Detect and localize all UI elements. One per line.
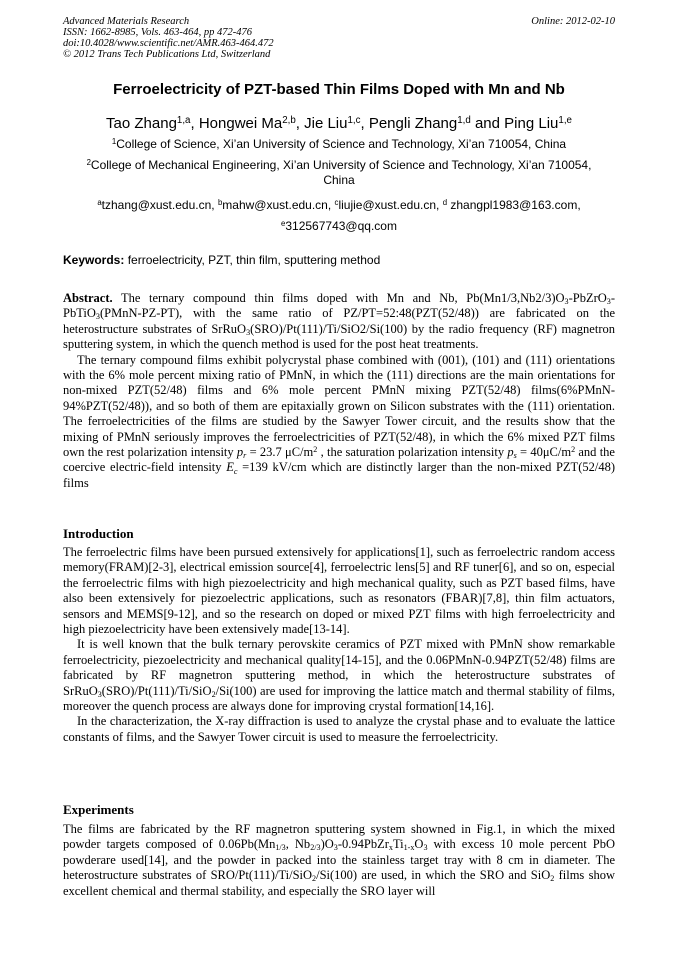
subscript: 2 bbox=[550, 874, 555, 884]
affiliation-mark: 2 bbox=[86, 158, 91, 168]
author-affil-mark: 1,d bbox=[457, 115, 471, 127]
email-link[interactable]: liujie@xust.edu.cn, bbox=[338, 198, 440, 212]
body-paragraph: In the characterization, the X-ray diffraction is used to analyze the crystal phase and to evaluate the lattice constants of films, and the Sawyer Tower circuit is used to measure the ferroelectricity. bbox=[63, 714, 615, 744]
math-symbol: p bbox=[507, 445, 514, 460]
author-name: Jie Liu bbox=[304, 115, 348, 132]
superscript: 2 bbox=[571, 445, 576, 454]
author-name: Pengli Zhang bbox=[368, 115, 458, 132]
text: and the coercive electric-field intensity bbox=[63, 445, 615, 475]
email-mark: e bbox=[281, 219, 286, 229]
keywords bbox=[63, 253, 380, 267]
text: O bbox=[414, 837, 424, 852]
math-symbol: E bbox=[226, 460, 234, 475]
journal-issn: ISSN: 1662-8985, Vols. 463-464, pp 472-476 bbox=[63, 27, 252, 38]
superscript: 2 bbox=[313, 445, 318, 454]
text: (SRO)/Pt(111)/Ti/SiO2/Si(100) by the radio frequency (RF) magnetron sputtering system, in which the quench method is used for the post heat treatments. bbox=[63, 321, 615, 352]
math-symbol: p bbox=[236, 445, 244, 460]
author-affil-mark: 2,b bbox=[282, 115, 296, 127]
math-value: = 40μC/m bbox=[516, 445, 572, 460]
text: /Si(100) are used, in which the SRO and SiO bbox=[316, 868, 551, 883]
author-name: Tao Zhang bbox=[106, 115, 177, 132]
email-mark: a bbox=[97, 198, 102, 208]
body-paragraph bbox=[63, 637, 615, 714]
online-date: Online: 2012-02-10 bbox=[531, 16, 615, 27]
subscript: r bbox=[243, 451, 247, 461]
body-paragraph bbox=[63, 822, 615, 899]
text: -PbTiO bbox=[63, 291, 616, 321]
body-paragraph: The ferroelectric films have been pursued extensively for applications[1], such as ferroelectric random access memory(FRAM)[2-3], electrical emission source[4], ferroelectric lens[5] and RF tuner[6], and so on, especial the ferroelectric films with high piezoelectricity and high mechanical quality, such as PZT based films, have also been extensively for piezoelectric applications, such as resonators (FBAR)[7,8], thin film actuators, sensors and MEMS[9-12], and so the research on doped or mixed PZT films with high ferroelectricity and high piezoelectricity have been extensively made[13-14]. bbox=[63, 545, 615, 637]
affiliation-mark: 1 bbox=[111, 137, 117, 147]
subscript: 3 bbox=[606, 297, 611, 307]
math-value: =139 kV/cm which are distinctly larger than the non-mixed PZT(52/48) films bbox=[63, 460, 615, 490]
email-mark: d bbox=[442, 198, 448, 208]
subscript: 3 bbox=[564, 297, 569, 307]
affiliation-text: College of Mechanical Engineering, Xi’an University of Science and Technology, Xi’an 710054, China bbox=[90, 158, 592, 187]
journal-doi: doi:10.4028/www.scientific.net/AMR.463-464.472 bbox=[63, 38, 274, 49]
text: It is well known that the bulk ternary perovskite ceramics of PZT mixed with PMnN show remarkable ferroelectricity, piezoelectricity and mechanical quality[14-15], and the 0.06PMnN-0.94PZT(52/48) films are fabricated by RF magnetron sputtering method, in which the heterostructure substrates of SrRuO bbox=[63, 637, 615, 698]
journal-header bbox=[63, 16, 274, 60]
abstract-paragraph bbox=[63, 353, 615, 492]
subscript: s bbox=[513, 451, 517, 461]
subscript: 3 bbox=[246, 327, 251, 337]
affiliation bbox=[80, 137, 598, 152]
email-link[interactable]: 312567743@qq.com bbox=[285, 219, 397, 233]
text: /Si(100) are used for improving the lattice match and thermal stability of films, moreover the quench process are always done for improving crystal formation[14,16]. bbox=[63, 683, 615, 714]
author-separator: , bbox=[190, 115, 199, 132]
abstract bbox=[63, 291, 615, 491]
subscript: c bbox=[233, 466, 238, 476]
section-heading-introduction: Introduction bbox=[63, 526, 134, 541]
text: , the saturation polarization intensity bbox=[317, 445, 508, 460]
author-name: Hongwei Ma bbox=[198, 115, 283, 132]
email-link[interactable]: zhangpl1983@163.com, bbox=[450, 198, 581, 212]
text: , Nb bbox=[285, 837, 311, 852]
subscript: x bbox=[388, 843, 393, 853]
text: The ternary compound films exhibit polycrystal phase combined with (001), (101) and (111) orientations with the 6% mole percent mixing ratio of PMnN, in which the (111) directions are the main orientations for non-mixed PZT(52/48) films and 6% mole percent PMnN mixing PZT(52/48) films(6%PMnN-94%PZT(52/48)), and so both of them are epitaxially grown on Silicon substrates with the (111) orientation. The ferroelectricities of the films are studied by the Sawyer Tower circuit, and the results show that the mixing of PMnN seriously improves the ferroelectricities of PZT(52/48), in which the 6% mixed PZT films own the rest polarization intensity bbox=[63, 352, 615, 460]
subscript: 3 bbox=[333, 843, 338, 853]
text: (SRO)/Pt(111)/Ti/SiO bbox=[101, 683, 212, 698]
journal-copyright: © 2012 Trans Tech Publications Ltd, Switzerland bbox=[63, 49, 271, 60]
subscript: 3 bbox=[95, 312, 100, 322]
section-heading-experiments: Experiments bbox=[63, 802, 134, 817]
author-separator: , bbox=[360, 115, 369, 132]
subscript: 1-x bbox=[403, 843, 415, 853]
text: films show excellent chemical and thermal stability, and especially the SRO layer will bbox=[63, 868, 615, 898]
subscript: 2 bbox=[312, 874, 317, 884]
subscript: 2 bbox=[211, 689, 216, 699]
text: -PbZrO bbox=[568, 291, 607, 305]
text: )O bbox=[320, 837, 334, 852]
email-mark: b bbox=[217, 198, 223, 208]
author-list bbox=[0, 115, 678, 132]
author-affil-mark: 1,c bbox=[347, 115, 361, 127]
keywords-text: ferroelectricity, PZT, thin film, sputtering method bbox=[127, 253, 381, 267]
text: with excess 10 mole percent PbO powderare used[14], and the powder in packed into the stainless target tray with 8 cm in diameter. The heterostructure substrates of SRO/Pt(111)/Ti/SiO bbox=[63, 837, 616, 883]
subscript: 3 bbox=[423, 843, 428, 853]
text: -0.94PbZr bbox=[337, 837, 389, 852]
author-separator: , bbox=[295, 115, 305, 132]
text: Ti bbox=[392, 837, 404, 852]
experiments-section bbox=[63, 822, 615, 899]
subscript: 2/3 bbox=[310, 843, 321, 853]
introduction-section bbox=[63, 545, 615, 745]
author-affil-mark: 1,e bbox=[558, 115, 572, 127]
email-link[interactable]: mahw@xust.edu.cn, bbox=[222, 198, 332, 212]
author-affil-mark: 1,a bbox=[176, 115, 191, 127]
paper-title: Ferroelectricity of PZT-based Thin Films Doped with Mn and Nb bbox=[113, 81, 565, 98]
keywords-label: Keywords: bbox=[63, 253, 125, 267]
text: (PMnN-PZ-PT), with the same ratio of PZ/PT=52:48(PZT(52/48)) are fabricated on the heterostructure substrates of SrRuO bbox=[63, 306, 615, 336]
email-link[interactable]: tzhang@xust.edu.cn, bbox=[101, 198, 215, 212]
text: The ternary compound thin films doped with Mn and Nb, Pb(Mn1/3,Nb2/3)O bbox=[121, 291, 565, 305]
email-mark: c bbox=[334, 198, 339, 208]
text: The films are fabricated by the RF magnetron sputtering system showned in Fig.1, in which the mixed powder targets composed of 0.06Pb(Mn bbox=[63, 822, 615, 852]
author-name: Ping Liu bbox=[504, 115, 559, 132]
abstract-label: Abstract. bbox=[63, 291, 113, 305]
affiliation bbox=[80, 158, 598, 188]
subscript: 3 bbox=[97, 689, 102, 699]
math-value: = 23.7 μC/m bbox=[246, 445, 314, 460]
affiliation-text: College of Science, Xi’an University of Science and Technology, Xi’an 710054, China bbox=[116, 137, 567, 151]
author-emails bbox=[70, 195, 608, 237]
abstract-paragraph bbox=[63, 291, 615, 353]
journal-name: Advanced Materials Research bbox=[63, 16, 190, 27]
author-separator: and bbox=[470, 115, 505, 132]
subscript: 1/3 bbox=[275, 843, 286, 853]
